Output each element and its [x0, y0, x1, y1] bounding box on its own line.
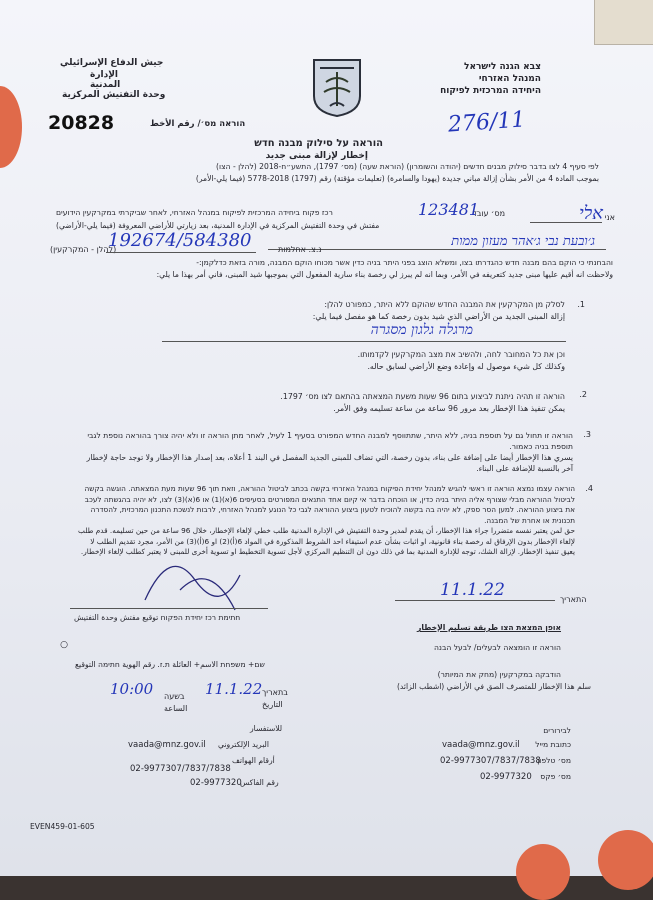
delivery-option-1: הוראה זו הומצאה לבעלים/ לבעל הבנה: [433, 643, 561, 652]
delivery-date-label: בתאריך: [262, 688, 288, 697]
item-2-ar: يمكن تنفيذ هذا الإخطار بعد مرور 96 ساعة من ساعة تسليمه وفق الأمر.: [333, 404, 565, 413]
delivery-time-label-ar: الساعة: [164, 704, 188, 713]
intro-he: והבחנתי כי הוקם בהם מבנה חדש כהגדרתו בצו, ומשלא הוצג בפני היתר בניה כדין אשר מכוחו הוקם המבנה, מורה בזאת כדלקמן:-: [196, 258, 613, 267]
contact-ar-email-label: البريد الإلكتروني: [218, 740, 269, 749]
finger-bottom-mid: [516, 844, 570, 900]
header-he-line3: היחידה המרכזית לפיקוח: [440, 86, 541, 96]
item-3-number: 3.: [583, 430, 591, 439]
coords-line: [106, 252, 256, 253]
item-1-he: לסלק מן המקרקעין את המבנה החדש שהוקם ללא היתר, כמפורט להלן:: [324, 300, 565, 309]
signature-caption: חתימת רכז יחידת הפקוח توقيع مفتش وحدة التفتيش: [74, 613, 241, 622]
title-he: הוראה על סילוק מבנה חדש: [254, 138, 383, 149]
delivery-option-1-circle[interactable]: ○: [60, 640, 68, 650]
contact-ar-email[interactable]: vaada@mnz.gov.il: [128, 740, 206, 750]
contact-he-fax: 02-9977320: [480, 772, 532, 782]
contact-ar-fax-label: رقم الفاكس: [240, 778, 279, 787]
delivery-fields-row: שם+ משפחת الاسم+ العائلة ת.ז. رقم الهوية חתימה التوقيع: [75, 660, 265, 669]
employee-no-label: מס׳ עובד: [472, 209, 505, 218]
date-hand: 11.1.22: [440, 580, 505, 600]
signature-scribble: [140, 540, 250, 615]
role-text-ar: مفتش في وحدة التفتيش المركزية في الإدارة المدنية، بعد زيارتي للأراضي المعروفة (فيما يلي-الأراضي): [56, 221, 380, 230]
item-2-number: 2.: [579, 390, 587, 399]
order-number: 20828: [48, 112, 115, 134]
name-line: [530, 222, 602, 223]
title-law-he: לפי סעיף 4 לצו בדבר סילוק מבנים חדשים (יהודה והשומרון) (הוראת שעה) (מס׳ 1797), התשע״ח-2018 (להלן - הצו): [216, 162, 599, 171]
header-ar-line3: المدنية: [90, 80, 121, 90]
item-4-he: הוראה עצמו נמצא הוראה זו ראשי להגיש למנהל יחידת הפיקוח במנהל האזרחי בקשה בכתב לביטול ההוראה, וזאת תוך 96 שעות מעת המצאתה. הוגשה בקשה לביטול ההוראה מבלי שצורף אליה היתר בניה כדין, או הוכחה בדבר אי קיום אחד התנאים המפורטים בסעיפים 6(א)(1) או 6(א)(3) לצו, לא יהיה בהגשתה לעכב את ביצוע ההוראה. למען הסר ספק, לא יהיה בה בקשה להוכיח לטעון ביצוע ההוראה לגבי כל הנוגע למנהל האזרחי, לרבות לנשכת התכנון המרכזית, להסדרה תכנונית או אחרת של המבנה.: [84, 484, 575, 525]
contact-he-phone-label: מס׳ טלפון: [537, 756, 571, 765]
order-number-label: הוראה מס׳/ رقم الأخط: [150, 119, 246, 129]
item-1-ar: إزالة المبنى الجديد من الأراضي الذي شيد بدون رخصة كما هو مفصل فيما يلي:: [312, 312, 565, 321]
coords-suffix: (להלן - המקרקעין): [50, 245, 117, 254]
delivery-option-2: הודבקה במקרקעין (מחק את המיותר): [437, 670, 561, 679]
contact-ar-fax: 02-9977320: [190, 778, 242, 788]
date-label: התאריך: [560, 595, 587, 604]
intro-ar: ولاحظت انه أقيم عليها مبنى جديد كتعريفه في الأمر، وبما انه لم يبرز لي رخصة بناء سارية المفعول التي بموجبها شيد المبنى، فاني أمر بهذا ما يلي:: [156, 270, 613, 279]
header-he-line2: המנהל האזרחי: [478, 74, 541, 84]
employee-no-hand: 123481: [418, 200, 480, 219]
finger-bottom-right: [598, 830, 653, 890]
title-ar: إخطار لإزالة مبنى جديد: [265, 151, 368, 161]
paper-corner: [594, 0, 653, 45]
item-1-extra-ar: وكذلك كل شيء موصول له وإعادة وضع الأراضي لسابق حاله.: [367, 362, 565, 371]
item-4-number: 4.: [585, 484, 593, 493]
delivery-date-label-ar: التاريخ: [262, 700, 283, 709]
idf-emblem-icon: [312, 58, 362, 118]
item-1-hand: מרגלה גלגון מסגרה: [370, 322, 473, 338]
item-1-extra-he: וכן את כל המחובר לחה, ולהשיב את מצב המקרקעין לקדמותו.: [357, 350, 565, 359]
location-hand: ג׳ובעת נבי ג׳אהר מעזון ממות: [451, 234, 595, 249]
header-ar-line4: وحدة التفتيش المركزية: [62, 90, 166, 100]
item-1-line: [162, 341, 566, 342]
inspector-ani: אני: [604, 213, 615, 222]
item-3-text: [83, 430, 573, 474]
inspector-name-hand: אלי: [579, 203, 603, 224]
role-text-he: רכז פקוח ביחידה המרכזית לפיקוח במנהל האזרחי, לאחר שביקרתי במקרקעין הידועים: [56, 208, 333, 217]
delivery-time-hand: 10:00: [110, 680, 154, 698]
contact-ar-phone-label: أرقام الهواتف: [232, 756, 275, 765]
delivery-date-hand: 11.1.22: [205, 680, 263, 698]
item-2-he: הוראה זו תהיה ניתנת לביצוע בתום 96 שעות משעת המצאתה בהתאם לצו מס׳ 1797.: [280, 392, 565, 401]
contact-ar-header: للاستفسار: [250, 724, 283, 733]
item-4-ar: حق لمن يعتبر نفسه متضررا جراء هذا الإخطار، أن يقدم لمدير وحدة التفتيش في الإدارة المدنية طلب خطي لإلغاء الإخطار، خلال 96 ساعة من حين تسليمه. قدم طلب لإلغاء الإخطار بدون الإرفاق له رخصة بناء قانونية، او اثبات بشأن عدم استيفاء احد الشروط المذكورة في المواد 6(أ)(2) او 6(أ)(3) من الأمر، مجرد تقديم الطلب لا يعيق تنفيذ الإخطار. لإزالة الشك، توجه للإدارة المدنية بما في ذلك دون ان التنظيم المركزي لأجل تسوية التخطيط او تسوية أخرى للمبنى لا يعتبر كطلب لإلغاء الإخطار.: [78, 526, 575, 556]
delivery-time-label: בשעה: [164, 692, 185, 701]
title-law-ar: بموجب المادة 4 من الأمر بشأن إزالة مباني جديدة (يهودا والسامرة) (تعليمات مؤقتة) رقم (1797) 2018-5778 (فيما يلي-الأمر): [195, 174, 599, 183]
header-ar-line1: جيش الدفاع الإسرائيلي: [60, 58, 164, 68]
contact-he-email[interactable]: vaada@mnz.gov.il: [442, 740, 520, 750]
delivery-header: אופן המצאת הצו طريقة تسليم الإخطار: [416, 623, 561, 632]
item-1-number: 1.: [577, 300, 585, 309]
form-code: EVEN459-01-605: [30, 822, 95, 831]
contact-ar-phone: 02-9977307/7837/7838: [130, 764, 231, 774]
delivery-option-2-ar: سلم هذا الإخطار للمتصرف الصق في الأراضي (اشطب الزائد): [396, 682, 591, 691]
item-3-he: הוראה זו תחול גם על תוספת בניה, ללא היתר, שתתווסף למבנה החדש המפורט בסעיף 1 לעיל, לאחר מתן הוראה זו ולא יהיה צורך בהוראה נוספת לגבי תוספת בניה כאמור.: [87, 431, 573, 451]
coords-hand: 192674/584380: [108, 230, 252, 251]
coords-label: נ.צ. אחלמות: [278, 245, 322, 254]
header-he-line1: צבא הגנה לישראל: [464, 62, 541, 72]
header-ar-line2: الإدارة: [90, 70, 118, 80]
handwritten-date-top: 276/11: [447, 107, 527, 138]
signature-line: [70, 608, 268, 609]
contact-he-phone: 02-9977307/7837/7838: [440, 756, 541, 766]
item-3-ar: يسري هذا الإخطار أيضا على إضافة على بناء، بدون رخصة، التي تضاف للمبنى الجديد المفصل في البند 1 أعلاه، بعد إصدار هذا الإخطار ولا توجد حاجة لإخطار آخر بالنسبة للإضافة على البناء.: [86, 453, 573, 473]
contact-he-email-label: כתובת מייל: [535, 740, 571, 749]
contact-he-header: לבירורים: [543, 726, 571, 735]
contact-he-fax-label: מס׳ פקס: [540, 772, 571, 781]
date-line: [395, 600, 555, 601]
